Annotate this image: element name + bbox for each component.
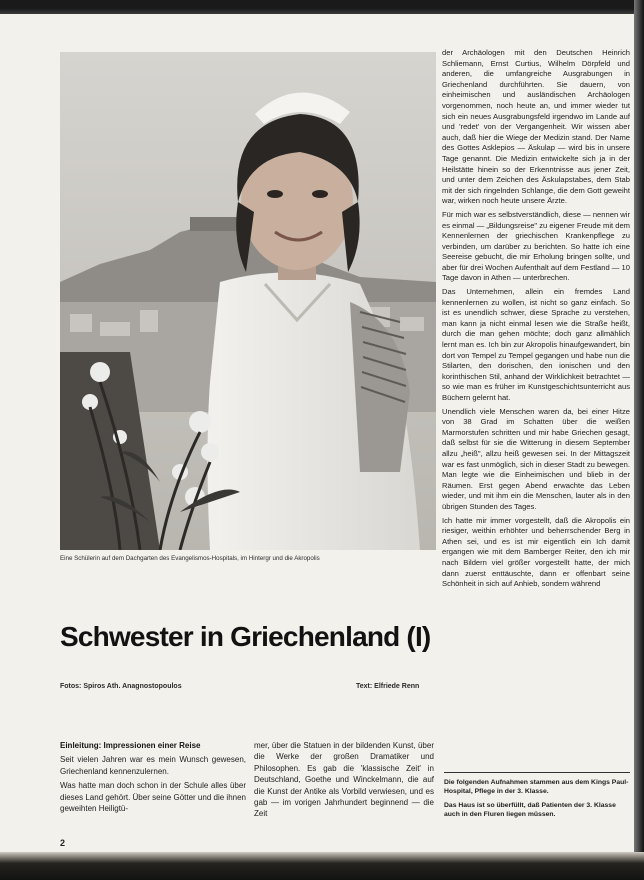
paragraph: Unendlich viele Menschen waren da, bei einer Hitze von 38 Grad im Schatten über die weißen Marmorstufen schritten und mir habe Griechen gesagt, daß selbst für sie die Witterung in diesem September allzu „heiß", allzu heiß gewesen sei. In der Mittagszeit war es fast unmöglich, sich in dieser Stadt zu bewegen. Man legte wie die Einheimischen und blieb in der Räumen. Erst gegen Abend erwachte das Leben wieder, und mit ihm ein die Menschen, lauter als in den übrigen Stunden des Tages.: [442, 406, 630, 511]
paragraph: Ich hatte mir immer vorgestellt, daß die Akropolis ein riesiger, weithin erhöhter und beherrschender Berg in Athen sei, und es ist mir eigentlich ein Ich damit ergangen wie mit dem Bamberger Reiter, den ich mir nach Bildern viel größer vorgestellt hatte, der mich dann zuerst enttäuschte, dann er offenbart seine Schönheit in sich auf Anhieb, sondern während: [442, 515, 630, 589]
footnote: Das Haus ist so überfüllt, daß Patienten der 3. Klasse auch in den Fluren liegen müssen.: [444, 801, 616, 819]
footnote: Die folgenden Aufnahmen stammen aus dem Kings Paul-Hospital, Pflege in der 3. Klasse.: [444, 779, 629, 796]
page-edge-bottom: [0, 852, 644, 880]
paragraph: Seit vielen Jahren war es mein Wunsch gewesen, Griechenland kennenzulernen.: [60, 755, 246, 776]
photo-caption: Eine Schülerin auf dem Dachgarten des Evangelismos-Hospitals, im Hintergr und die Akropolis: [60, 555, 320, 562]
page-number: 2: [60, 838, 66, 848]
footnote-divider: [444, 772, 630, 773]
paragraph: Für mich war es selbstverständlich, diese — nennen wir es einmal — „Bildungsreise" zu eigener Freude mit dem Kennenlernen der griechischen Krankenpflege zu verbinden, um darüber zu berichten. So hatte ich eine Seereise gebucht, die mir Erholung bringen sollte, und aber für drei Wochen Aufenthalt auf dem Festland — 10 Tage davon in Athen — unterbrechen.: [442, 209, 630, 283]
photo-credit: Fotos: Spiros Ath. Anagnostopoulos: [60, 683, 182, 690]
paragraph: Was hatte man doch schon in der Schule alles über dieses Land gehört. Über seine Götter und die ihnen geweihten Heiligtü-: [60, 781, 246, 814]
paragraph: der Archäologen mit den Deutschen Heinrich Schliemann, Ernst Curtius, Wilhelm Dörpfeld und anderen, die umfangreiche Ausgrabungen in Griechenland durchführten. Sie dauern, von einheimischen und ausländischen Archäologen vorgenommen, noch heute an, und immer wieder tut sich ein neues Ausgrabungsfeld irgendwo im Lande auf und 'redet' von der Vergangenheit. Wir wissen aber auch, daß hier die Wiege der Medizin stand. Der Name des Gottes Asklepios — Äskulap — wird bis in unsere Tage genannt. Die Medizin entwickelte sich ja in der Heilstätte hinein so der Erkenntnisse aus jener Zeit, und unter dem Zeichen des Äskulapstabes, dem Stab mit der sich ringelnden Schlange, die dem Gott geweiht war, wirken noch heute unsere Ärzte.: [442, 48, 630, 206]
section-heading: Einleitung: Impressionen einer Reise: [60, 741, 201, 750]
paragraph: mer, über die Statuen in der bildenden Kunst, über die Werke der großen Dramatiker und Philosophen. Es gab die 'klassische Zeit' in Deutschland, Goethe und Winckelmann, die auf die Kunst der Antike als Vorbild verwiesen, und es gab — im vorigen Jahrhundert beginnend — die Zeit: [254, 741, 434, 819]
article-column-middle: [254, 740, 434, 823]
article-photo: [60, 52, 436, 550]
page-edge-top: [0, 0, 644, 14]
text-credit: Text: Elfriede Renn: [356, 683, 420, 690]
footnotes: [444, 778, 632, 824]
article-column-left: [60, 740, 246, 817]
paragraph: Das Unternehmen, allein ein fremdes Land kennenlernen zu wollen, ist nicht so ganz einfach. So ist es unendlich schwer, diese Sprache zu verstehen, man kann ja nicht einmal lesen wie die Straße heißt, durch die man gehen möchte; doch ganz allmählich lernt man es. Ich bin zur Akropolis hinaufgewandert, bin dort von Tempel zu Tempel gegangen und habe nun die Stilarten, den dorischen, den ionischen und den korinthischen Stil, anhand der Wirklichkeit betrachtet — so wie man es früher im Kunstgeschichtsunterricht aus Büchern gelernt hat.: [442, 287, 630, 402]
photo-illustration: [60, 52, 436, 550]
article-column-right: [442, 48, 630, 593]
page-edge-right: [634, 0, 644, 880]
article-headline: Schwester in Griechenland (I): [60, 621, 431, 652]
